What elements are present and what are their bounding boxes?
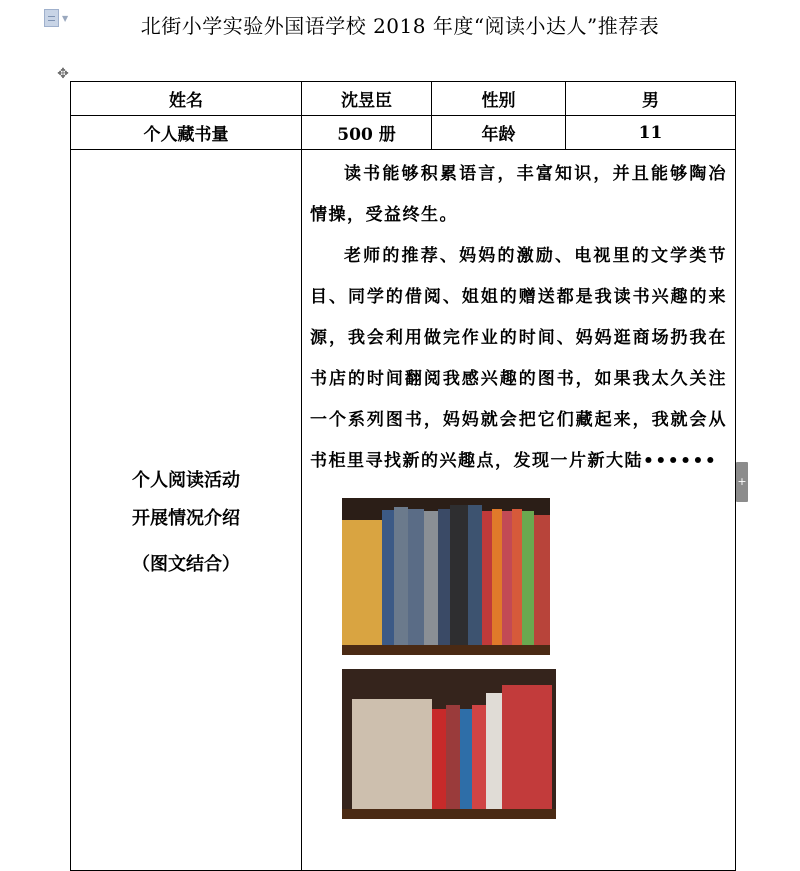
table-move-handle-icon[interactable]: ✥ — [57, 66, 69, 82]
essay-paragraph-2: 老师的推荐、妈妈的激励、电视里的文学类节目、同学的借阅、姐姐的赠送都是我读书兴趣的来源，我会利用做完作业的时间、妈妈逛商场扔我在书店的时间翻阅我感兴趣的图书，如果我太久关注一个系列图书，妈妈就会把它们藏起来，我就会从书柜里寻找新的兴趣点，发现一片新大陆•••••• — [310, 246, 727, 471]
activity-label-line2: 开展情况介绍 — [132, 508, 240, 529]
document-icon[interactable]: ▼ — [44, 8, 72, 28]
bookshelf-photo-1[interactable] — [342, 498, 550, 655]
bookshelf-photo-2[interactable] — [342, 669, 556, 819]
name-value[interactable]: 沈昱臣 — [302, 82, 432, 116]
page-title: 北街小学实验外国语学校 2018 年度“阅读小达人”推荐表 — [140, 14, 660, 38]
essay-paragraph-1: 读书能够积累语言，丰富知识，并且能够陶冶情操，受益终生。 — [310, 164, 727, 225]
books-count-label: 个人藏书量 — [71, 116, 302, 150]
add-column-icon[interactable]: + — [736, 462, 748, 502]
age-label: 年龄 — [432, 116, 566, 150]
recommendation-table — [70, 81, 736, 871]
activity-content-cell[interactable] — [302, 150, 736, 871]
table-row — [71, 150, 736, 871]
table-row — [71, 82, 736, 116]
table-row — [71, 116, 736, 150]
age-value[interactable]: 11 — [566, 116, 736, 150]
activity-label-line3: （图文结合） — [132, 554, 240, 575]
gender-label: 性别 — [432, 82, 566, 116]
name-label: 姓名 — [71, 82, 302, 116]
activity-label-line1: 个人阅读活动 — [132, 470, 240, 491]
activity-label-cell — [71, 150, 302, 871]
gender-value[interactable]: 男 — [566, 82, 736, 116]
books-count-value[interactable]: 500 册 — [302, 116, 432, 150]
